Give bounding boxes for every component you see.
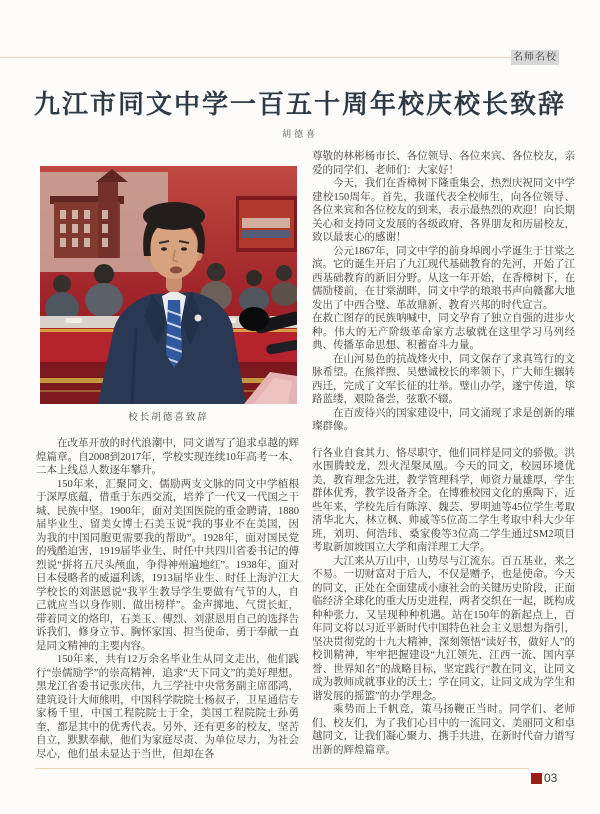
page-title: 九江市同文中学一百五十周年校庆校长致辞 (33, 90, 566, 119)
speech-photo (40, 166, 297, 404)
right-paragraph: 行各业自食其力、恪尽职守，他们同样是同文的骄傲。洪水围腾蛟龙，烈火涅槃凤凰。今天的同文，校园环境优美，教育理念先进，教学管理科学，师资力量雄厚，学生群体优秀，教学设备齐全。在博雅校园文化的熏陶下，近些年来，学校先后有陈淳、魏芸、罗明迪等45位学生考取清华北大，林立枫、帅威等5位高二学生考取中科大少年班，刘玥、何浩玮、桑家俊等3位高二学生通过SM2项目考取新加坡国立大学和南洋理工大学。 (312, 447, 575, 553)
left-paragraph: 150年来，共有12万余名毕业生从同文走出，他们践行“崇儒励学”的崇高精神，追求“天下同文”的美好理想。黑龙江省委书记张庆伟，九三学社中央常务副主席邵鸿，建筑设计大师熊明，中国科学院院士杨叔子，卫星通信专家杨千里，中国工程院院士于全，美国工程院院士孙勇奎，都是其中的优秀代表。另外，还有更多的校友，坚苦自立，默默奉献，他们为家庭尽责、为单位尽力，为社会尽心，他们虽未显达于当世，但却在各 (36, 654, 299, 760)
photo-caption: 校长胡德喜致辞 (128, 413, 209, 423)
right-paragraph: 乘势而上千帆竞，策马扬鞭正当时。同学们、老师们、校友们，为了我们心目中的一流同文、美丽同文和卓越同文，让我们凝心聚力、携手共进，在新时代奋力谱写出新的辉煌篇章。 (312, 704, 575, 756)
article-author: 胡德喜 (281, 129, 318, 139)
right-column (312, 150, 575, 757)
section-badge: 名师名校 (513, 52, 557, 63)
right-paragraph: 大江来从万山中，山势尽与江流东。百五基业，来之不易。一切财富对于后人，不仅是赠予，也是使命。今天的同文，正处在全面建成小康社会的关键历史阶段，正面临经济全球化的重大历史进程，两者交织在一起，既构成种种张力，又呈现种种机遇。站在150年的新起点上，百年同文将以习近平新时代中国特色社会主义思想为指引，坚决贯彻党的十九大精神，深刻领悟“读好书，做好人”的校训精神，牢牢把握建设“九江领先、江西一流、国内享誉、世界知名”的战略目标，坚定践行“教在同文，让同文成为教师成就事业的沃土；学在同文，让同文成为学生和谐发展的摇篮”的办学理念。 (312, 555, 575, 702)
right-paragraph: 在山河易色的抗战烽火中，同文保存了求真笃行的文脉希望。在熊祥煦、吴懋诚校长的率领下，广大师生辗转西迁，完成了文军长征的壮举。璧山办学，遂宁传道，筚路蓝缕，艰险备尝，弦歌不辍。 (312, 353, 575, 405)
left-column (36, 166, 299, 761)
right-paragraph: 在百废待兴的国家建设中，同文涌现了求是创新的璀璨群像。 (312, 407, 575, 432)
left-paragraph: 在改革开放的时代浪潮中，同文谱写了追求卓越的辉煌篇章。自2008到2017年，学校实现连续10年高考一本、二本上线总人数逐年攀升。 (36, 438, 299, 476)
page-number-marker (531, 773, 542, 784)
photo-figure (40, 166, 297, 423)
footer-rule (35, 768, 529, 769)
header-rule (0, 57, 556, 58)
page-number-value: 03 (544, 771, 558, 785)
left-paragraph: 150年来，汇聚同文、儒励两支文脉的同文中学植根于深厚底蕴，借重于东西交流，培养了一代又一代国之干城、民族中坚。1900年，面对美国医院的重金聘请，1880届毕业生、留美女博士石美玉说“我的事业不在美国，因为我的中国同胞更需要我的帮助”。1928年，面对国民党的残酷迫害，1919届毕业生、时任中共四川省委书记的傅烈说“拼将五尺头颅血，争得神州遍地红”。1938年，面对日本侵略者的威逼利诱，1913届毕业生、时任上海沪江大学校长的刘湛恩说“我平生教导学生要做有气节的人，自己就应当以身作则、做出榜样”。金声掷地、气贯长虹，带着同文的烙印，石美玉、傅烈、刘湛恩用自己的选择告诉我们，修身立节、胸怀家国、担当使命、勇于奉献一直是同文精神的主要内容。 (36, 478, 299, 652)
right-paragraph: 在救亡图存的民族呐喊中，同文孕育了独立自强的进步火种。伟大的无产阶级革命家方志敏就在这里学习马列经典、传播革命思想、积蓄奋斗力量。 (312, 313, 575, 351)
right-paragraph: 尊敬的林彬杨市长、各位领导、各位来宾、各位校友，亲爱的同学们、老师们：大家好！ (312, 151, 575, 176)
right-paragraph: 公元1867年，同文中学的前身埠阆小学诞生于甘棠之滨。它的诞生开启了九江现代基础教育的先河，开始了江西基础教育的新旧分野。从这一年开始，在香樟树下，在儒励楼前，在甘棠湖畔，同文中学的琅琅书声向赣鄱大地发出了中西合璧、革故鼎新、教育兴邦的时代宣言。 (312, 245, 575, 311)
right-paragraph: 今天，我们在香樟树下隆重集会，热烈庆祝同文中学建校150周年。首先，我谨代表全校师生，向各位领导、各位来宾和各位校友的到来，表示最热烈的欢迎！向长期关心和支持同文发展的各级政府、各界朋友和历届校友，致以最衷心的感谢！ (312, 178, 575, 243)
page-number (531, 771, 557, 785)
stage-led-screen (236, 196, 297, 252)
